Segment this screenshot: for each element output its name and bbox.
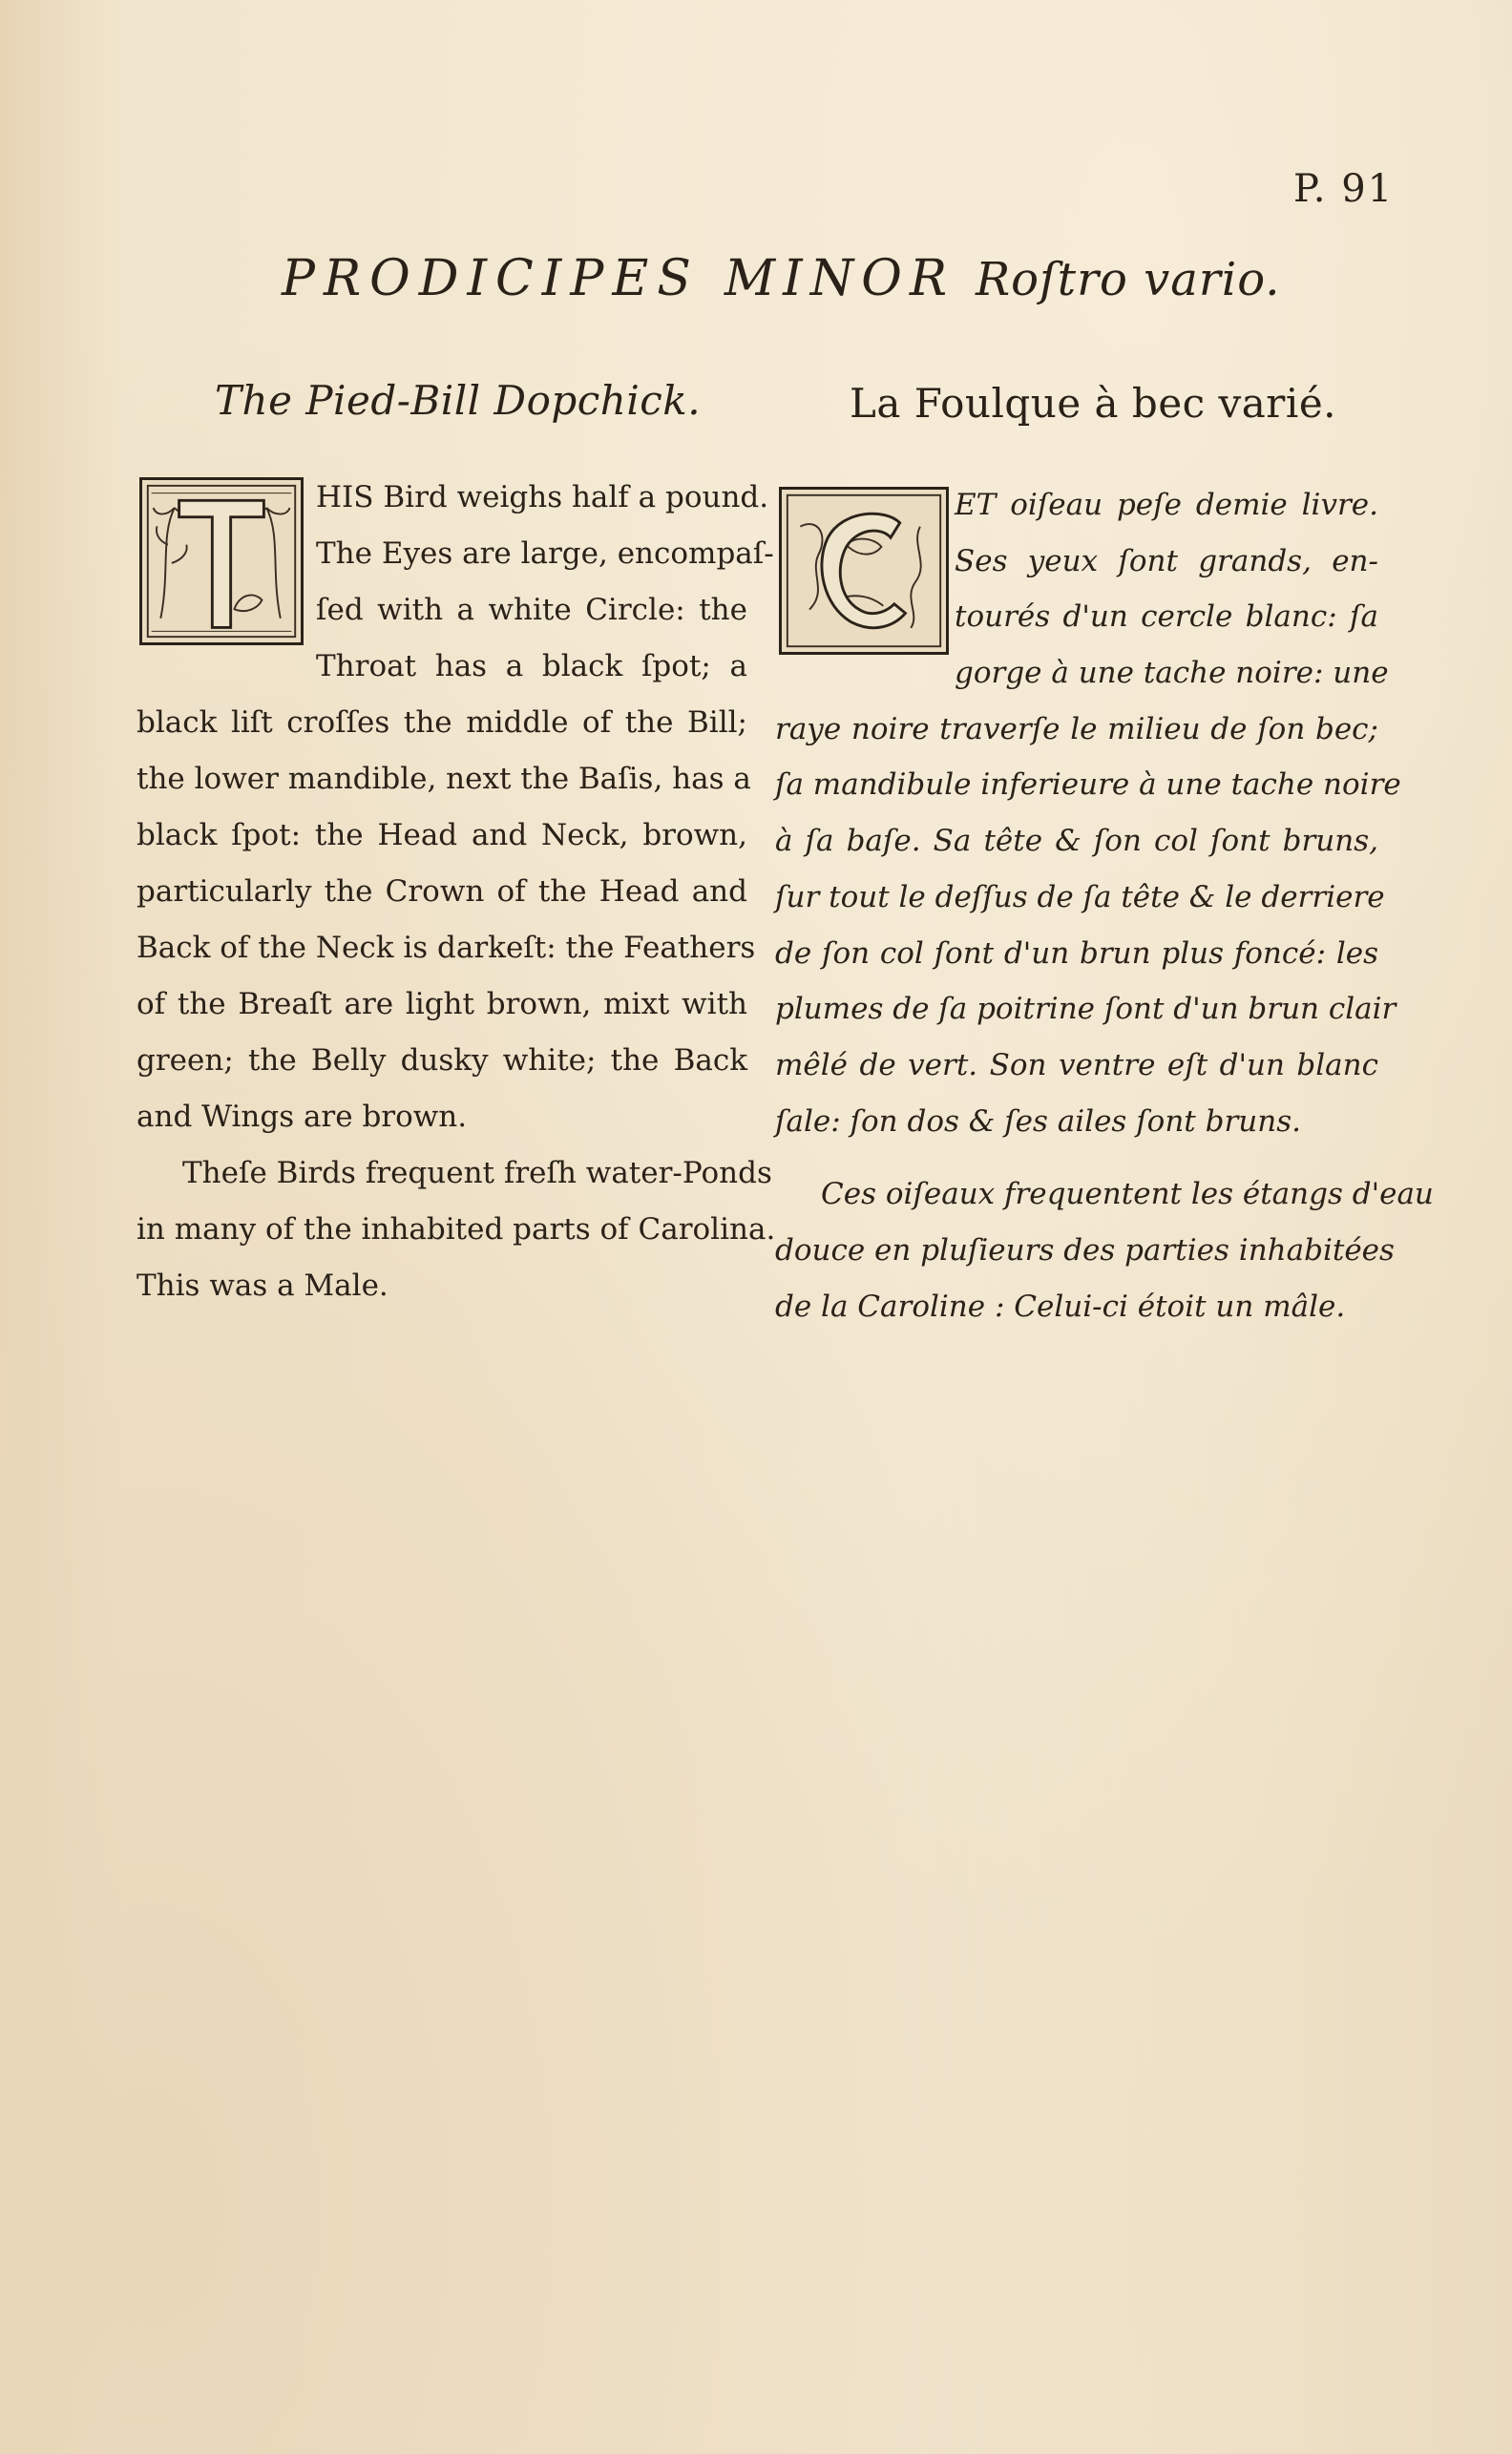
english-line: and Wings are brown. — [136, 1100, 468, 1134]
english-line: in many of the inhabited parts of Carolina. — [136, 1212, 776, 1247]
english-line: Back of the Neck is darkeſt: the Feathers — [136, 931, 756, 965]
english-column — [136, 470, 776, 1314]
french-line: à ſa baſe. Sa tête & ſon col ſont bruns, — [775, 824, 1378, 859]
page-number: P. 91 — [1293, 167, 1395, 211]
french-line: ſur tout le deſſus de ſa tête & le derriere — [775, 879, 1385, 914]
title-descriptor: Roſtro vario. — [975, 253, 1281, 306]
english-line: The Eyes are large, encompaſ- — [316, 536, 774, 571]
french-line: plumes de ſa poitrine ſont d'un brun clair — [775, 992, 1396, 1027]
english-heading: The Pied-Bill Dopchick. — [215, 377, 702, 424]
english-line: of the Breaſt are light brown, mixt with — [136, 987, 747, 1021]
english-line: the lower mandible, next the Baſis, has a — [136, 762, 751, 796]
english-line: black liſt croſſes the middle of the Bill; — [136, 705, 747, 740]
french-line: ET oiſeau peſe demie livre. — [955, 488, 1378, 522]
french-heading: La Foulque à bec varié. — [850, 380, 1337, 427]
english-line: ſed with a white Circle: the — [316, 593, 747, 627]
french-line: de ſon col ſont d'un brun plus foncé: les — [775, 935, 1378, 971]
english-line: HIS Bird weighs half a pound. — [316, 480, 769, 514]
english-line: green; the Belly dusky white; the Back — [136, 1043, 747, 1078]
french-line: mêlé de vert. Son ventre eſt d'un blanc — [775, 1047, 1378, 1082]
french-line: gorge à une tache noire: une — [955, 656, 1389, 691]
french-line: Ces oiſeaux frequentent les étangs d'eau — [821, 1177, 1434, 1212]
french-line: raye noire traverſe le milieu de ſon bec; — [775, 711, 1378, 746]
french-column — [775, 477, 1434, 1334]
english-line: particularly the Crown of the Head and — [136, 874, 747, 909]
title-genus: PRODICIPES — [282, 250, 700, 307]
english-line: black ſpot: the Head and Neck, brown, — [136, 818, 747, 852]
french-line: douce en pluſieurs des parties inhabitées — [775, 1232, 1395, 1268]
title-species: MINOR — [724, 250, 955, 307]
french-line: de la Caroline : Celui-ci étoit un mâle. — [775, 1289, 1346, 1324]
french-line: ſale: ſon dos & ſes ailes ſont bruns. — [775, 1103, 1301, 1139]
english-line: This was a Male. — [136, 1269, 388, 1303]
english-line: Theſe Birds frequent freſh water-Ponds — [182, 1156, 772, 1190]
page-title — [282, 250, 1293, 307]
english-line: Throat has a black ſpot; a — [316, 649, 747, 683]
french-line: Ses yeux ſont grands, en- — [955, 543, 1378, 578]
french-line: ſa mandibule inferieure à une tache noire — [775, 767, 1401, 803]
french-line: tourés d'un cercle blanc: ſa — [955, 599, 1378, 635]
